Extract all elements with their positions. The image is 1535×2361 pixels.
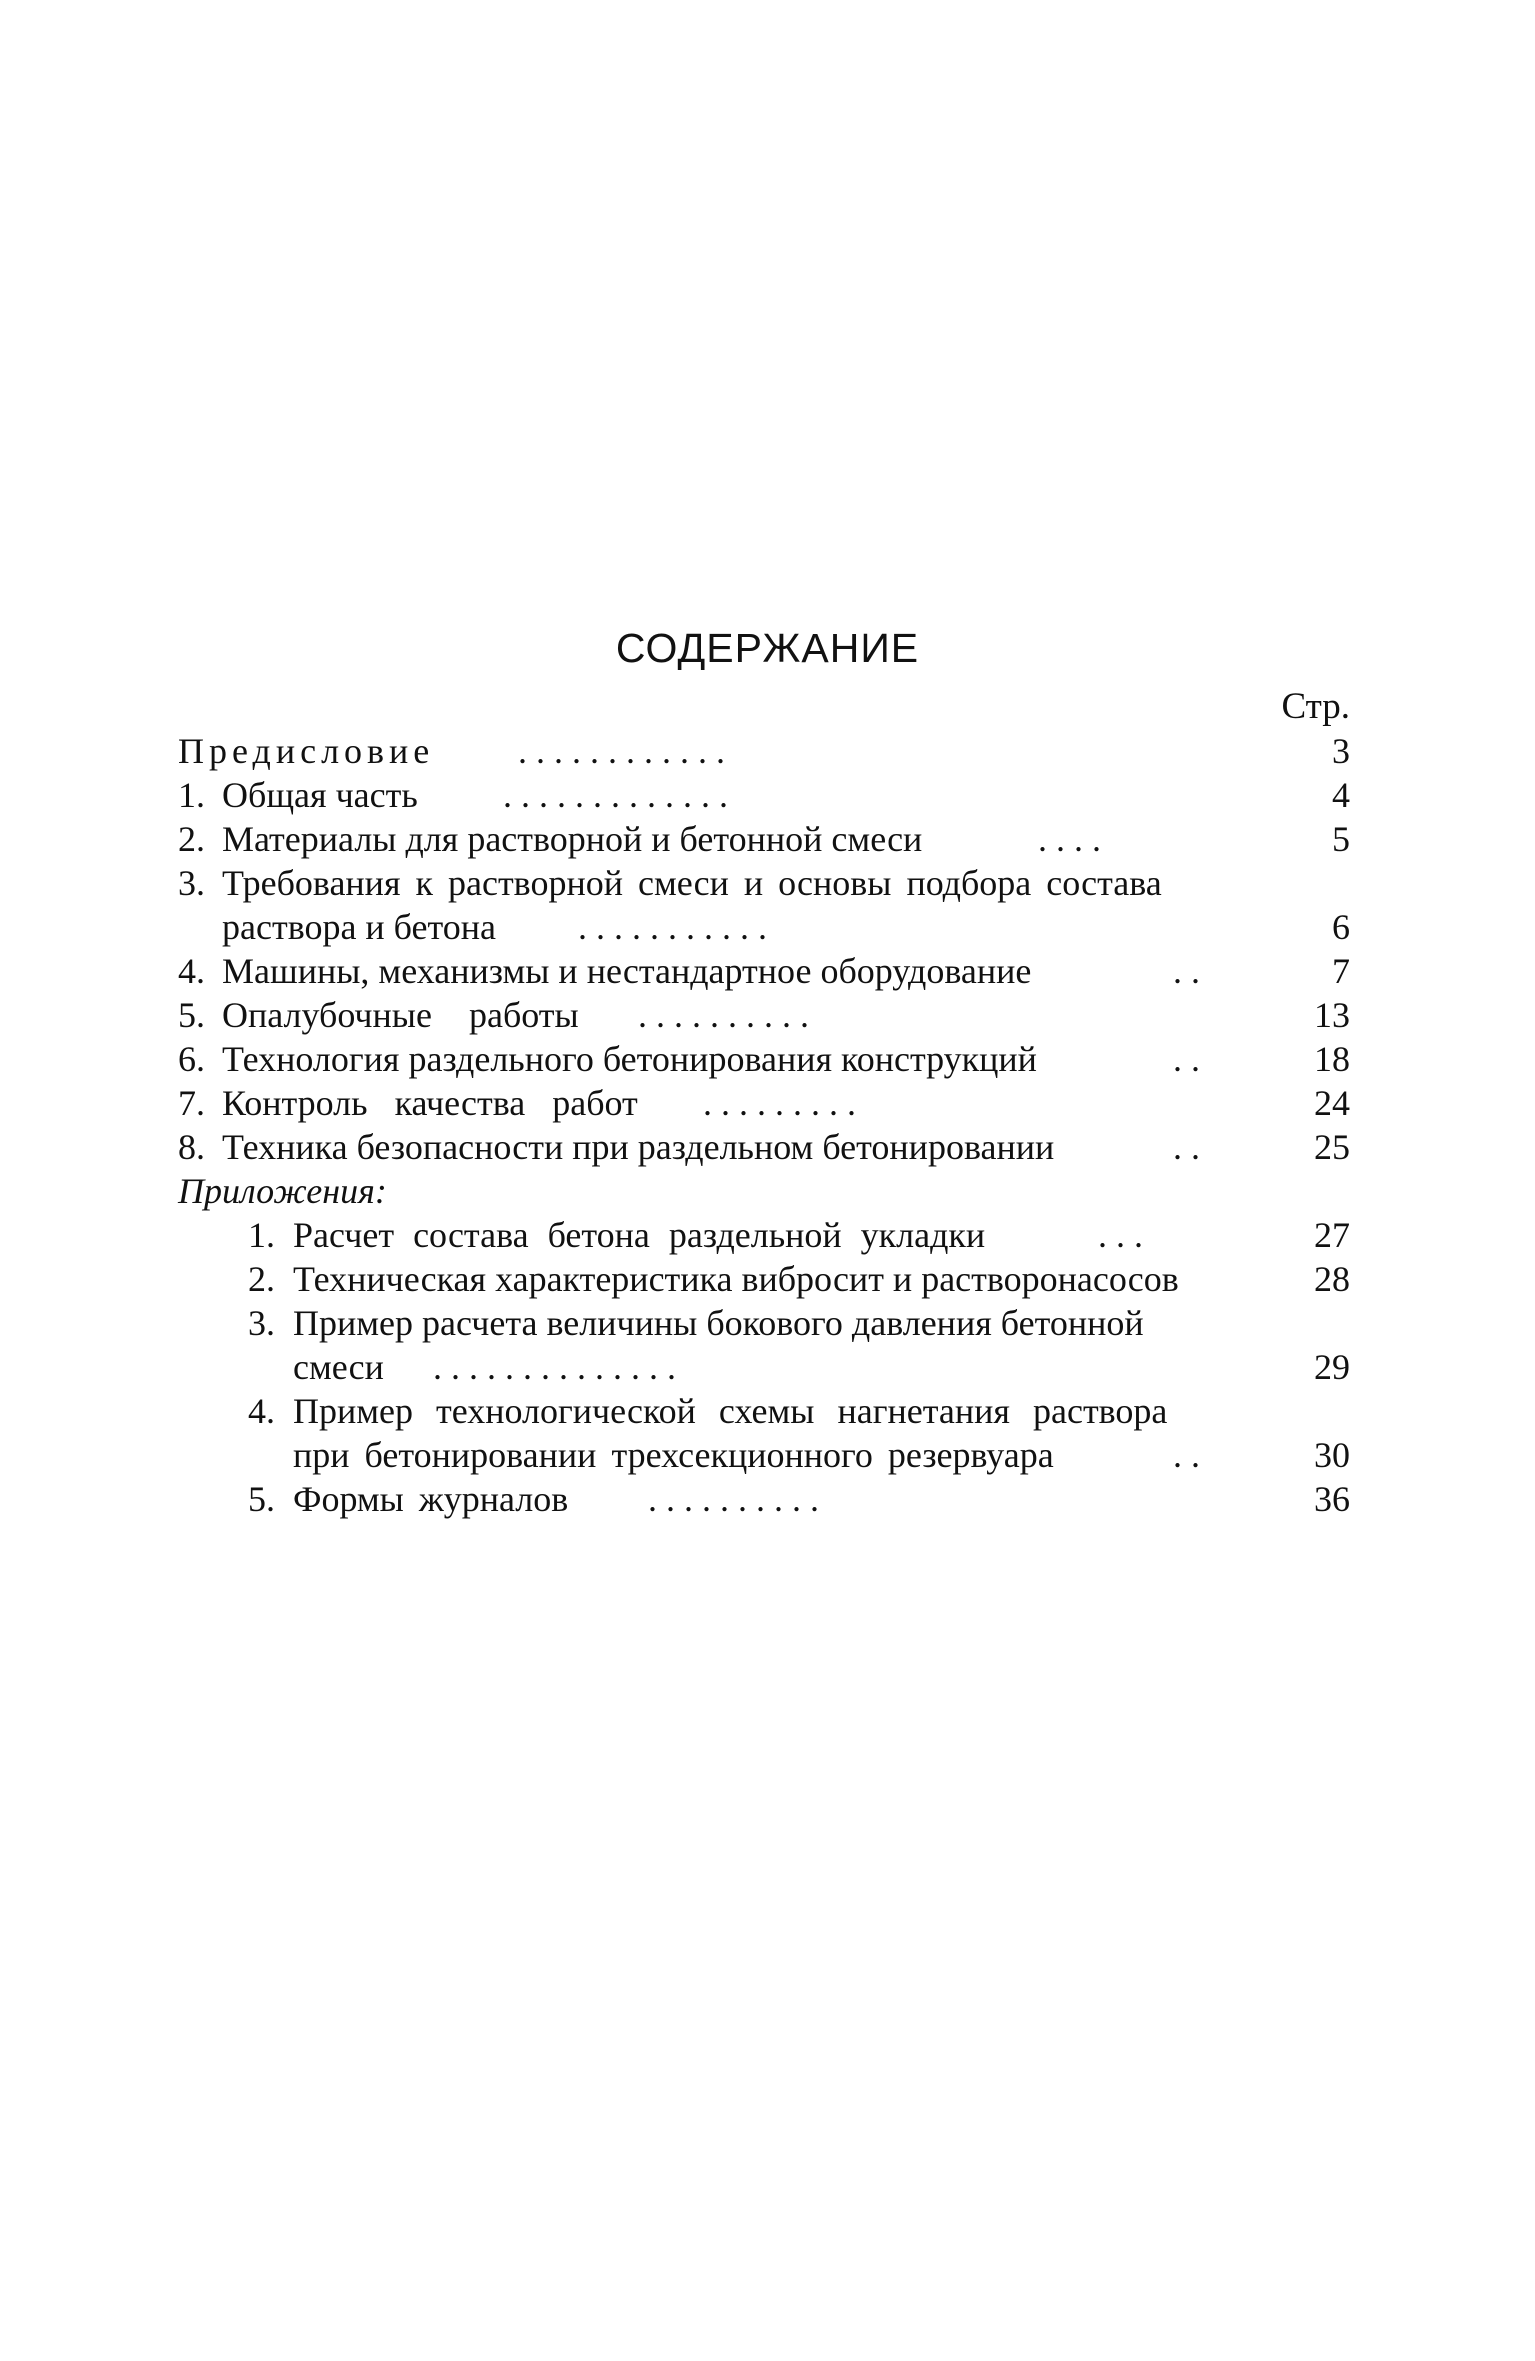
toc-entry-text: Техника безопасности при раздельном бетонировании (222, 1127, 1055, 1167)
toc-entry (178, 1037, 1350, 1081)
toc-entry (178, 1125, 1350, 1169)
toc-page-number: 4 (1332, 775, 1350, 815)
appendix-entry-text: смеси (293, 1347, 384, 1387)
appendix-entry (178, 1301, 1350, 1345)
toc-leader: . . . . . . . . . . (648, 1479, 819, 1519)
appendix-entry (178, 1433, 1350, 1477)
toc-leader: . . . . (1038, 819, 1101, 859)
appendix-entry-number: 1. (248, 1215, 275, 1255)
table-of-contents (178, 729, 1350, 1521)
toc-page-number: 7 (1332, 951, 1350, 991)
toc-entry-number: 8. (178, 1127, 205, 1167)
toc-entry (178, 729, 1350, 773)
toc-page-number: 3 (1332, 731, 1350, 771)
appendix-heading: Приложения: (178, 1171, 387, 1211)
toc-entry (178, 817, 1350, 861)
toc-leader: . . (1173, 1039, 1200, 1079)
toc-page-number: 13 (1314, 995, 1350, 1035)
toc-leader: . . . . . . . . . . . . . (503, 775, 728, 815)
toc-entry (178, 949, 1350, 993)
appendix-entry (178, 1477, 1350, 1521)
page-title: СОДЕРЖАНИЕ (615, 625, 920, 671)
toc-page-number: 24 (1314, 1083, 1350, 1123)
toc-page-number: 18 (1314, 1039, 1350, 1079)
toc-page-number: 36 (1314, 1479, 1350, 1519)
page-column-label: Стр. (1281, 686, 1350, 727)
toc-entry-number: 2. (178, 819, 205, 859)
toc-page-number: 28 (1314, 1259, 1350, 1299)
toc-entry-text: Опалубочные работы (222, 995, 579, 1035)
appendix-entry-number: 3. (248, 1303, 275, 1343)
toc-leader: . . (1173, 951, 1200, 991)
appendix-entry-text: Техническая характеристика вибросит и растворонасосов (293, 1259, 1179, 1299)
toc-entry (178, 1081, 1350, 1125)
appendix-entry (178, 1389, 1350, 1433)
toc-entry-text: раствора и бетона (222, 907, 497, 947)
toc-entry-number: 6. (178, 1039, 205, 1079)
toc-entry-number: 3. (178, 863, 205, 903)
appendix-entry-text: Формы журналов (293, 1479, 569, 1519)
toc-leader: . . . . . . . . . (703, 1083, 856, 1123)
toc-entry (178, 905, 1350, 949)
toc-leader: . . (1173, 1127, 1200, 1167)
toc-entry (178, 861, 1350, 905)
appendix-entry (178, 1345, 1350, 1389)
toc-entry-text: Общая часть (222, 775, 418, 815)
toc-entry-number: 4. (178, 951, 205, 991)
toc-page-number: 5 (1332, 819, 1350, 859)
appendix-entry (178, 1257, 1350, 1301)
appendix-entry-text: при бетонировании трехсекционного резервуара (293, 1435, 1054, 1475)
toc-leader: . . . . . . . . . . . . . . (433, 1347, 676, 1387)
toc-page-number: 25 (1314, 1127, 1350, 1167)
toc-leader: . . . . . . . . . . . . (518, 731, 725, 771)
toc-entry-text: Технология раздельного бетонирования конструкций (222, 1039, 1037, 1079)
appendix-entry-number: 4. (248, 1391, 275, 1431)
toc-entry-number: 7. (178, 1083, 205, 1123)
toc-leader: . . . . . . . . . . . (578, 907, 767, 947)
appendix-entry-number: 5. (248, 1479, 275, 1519)
toc-entry (178, 773, 1350, 817)
toc-entry-number: 5. (178, 995, 205, 1035)
appendix-heading-row (178, 1169, 1350, 1213)
toc-page-number: 30 (1314, 1435, 1350, 1475)
appendix-entry-number: 2. (248, 1259, 275, 1299)
appendix-entry (178, 1213, 1350, 1257)
appendix-entry-text: Расчет состава бетона раздельной укладки (293, 1215, 986, 1255)
toc-entry-text: Требования к растворной смеси и основы подбора состава (222, 863, 1162, 903)
toc-leader: . . . . . . . . . . (638, 995, 809, 1035)
appendix-entry-text: Пример расчета величины бокового давления бетонной (293, 1303, 1144, 1343)
toc-entry-text: Контроль качества работ (222, 1083, 638, 1123)
toc-entry-text: Машины, механизмы и нестандартное оборудование (222, 951, 1032, 991)
toc-entry-number: 1. (178, 775, 205, 815)
toc-page-number: 6 (1332, 907, 1350, 947)
toc-entry-text: Материалы для растворной и бетонной смеси (222, 819, 923, 859)
toc-entry (178, 993, 1350, 1037)
toc-entry-text: Предисловие (178, 731, 435, 771)
toc-page-number: 27 (1314, 1215, 1350, 1255)
toc-leader: . . (1173, 1435, 1200, 1475)
appendix-entry-text: Пример технологической схемы нагнетания раствора (293, 1391, 1168, 1431)
toc-page-number: 29 (1314, 1347, 1350, 1387)
toc-leader: . . . (1098, 1215, 1143, 1255)
